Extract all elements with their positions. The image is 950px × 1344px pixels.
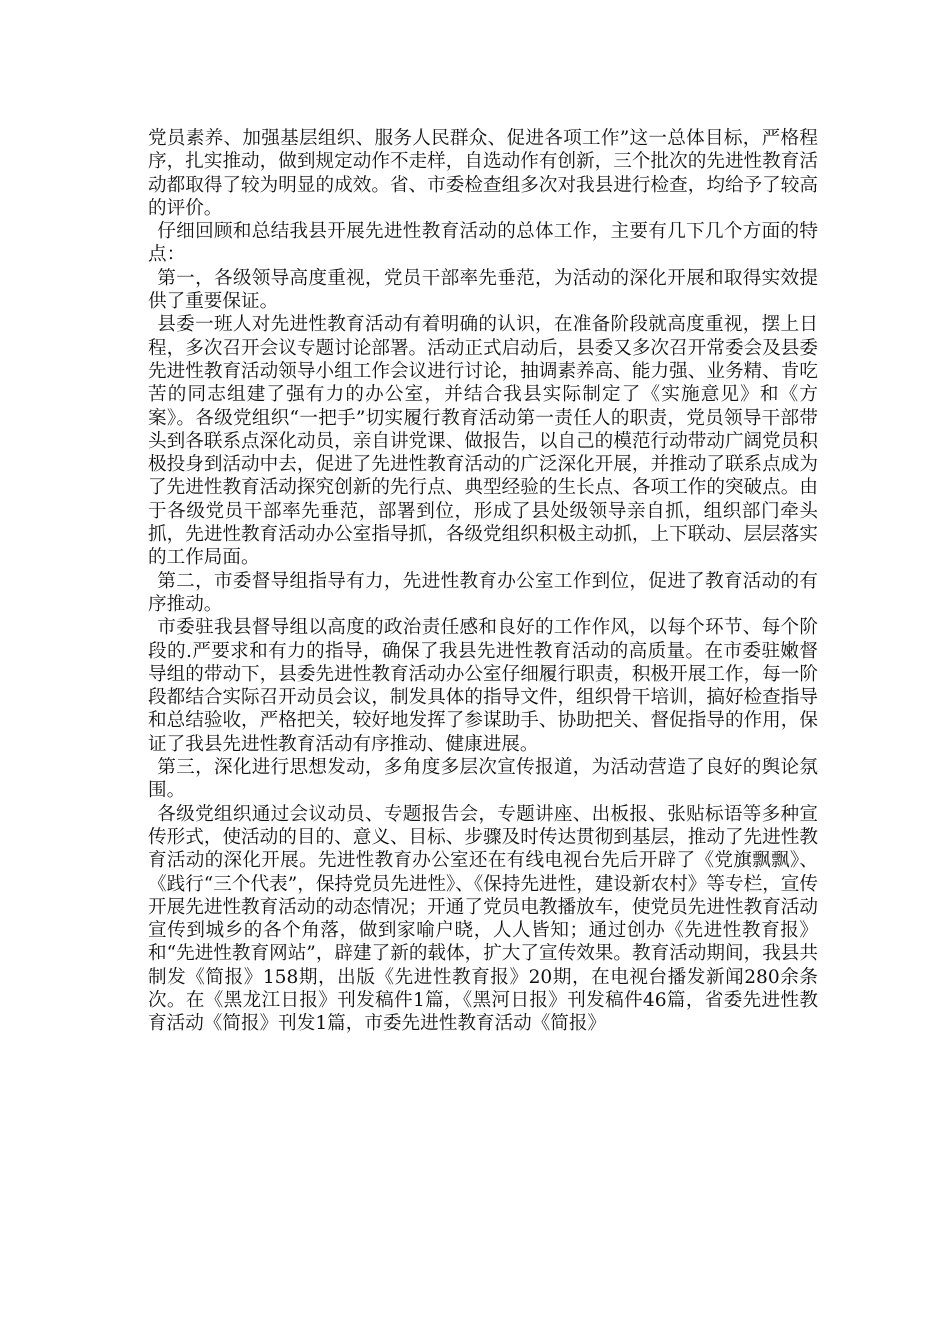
- paragraph-8: 各级党组织通过会议动员、专题报告会，专题讲座、出板报、张贴标语等多种宣传形式，使活动的目的、意义、目标、步骤及时传达贯彻到基层，推动了先进性教育活动的深化开展。先进性教育办公室还在有线电视台先后开辟了《党旗飘飘》、《践行“三个代表”，保持党员先进性》、《保持先进性，建设新农村》等专栏，宣传开展先进性教育活动的动态情况；开通了党员电教播放车，使党员先进性教育活动宣传到城乡的各个角落，做到家喻户晓，人人皆知；通过创办《先进性教育报》和“先进性教育网站”，辟建了新的载体，扩大了宣传效果。教育活动期间，我县共制发《简报》158期，出版《先进性教育报》20期，在电视台播发新闻280余条次。在《黑龙江日报》刊发稿件1篇，《黑河日报》刊发稿件46篇，省委先进性教育活动《简报》刊发1篇，市委先进性教育活动《简报》: [148, 803, 818, 1035]
- paragraph-1: 党员素养、加强基层组织、服务人民群众、促进各项工作”这一总体目标，严格程序，扎实推动，做到规定动作不走样，自选动作有创新，三个批次的先进性教育活动都取得了较为明显的成效。省、市委检查组多次对我县进行检查，均给予了较高的评价。: [148, 128, 818, 219]
- paragraph-7: 第三，深化进行思想发动，多角度多层次宣传报道，为活动营造了良好的舆论氛围。: [148, 757, 818, 802]
- paragraph-4: 县委一班人对先进性教育活动有着明确的认识，在准备阶段就高度重视，摆上日程，多次召开会议专题讨论部署。活动正式启动后，县委又多次召开常委会及县委先进性教育活动领导小组工作会议进行讨论，抽调素养高、能力强、业务精、肯吃苦的同志组建了强有力的办公室，并结合我县实际制定了《实施意见》和《方案》。各级党组织“一把手”切实履行教育活动第一责任人的职责，党员领导干部带头到各联系点深化动员，亲自讲党课、做报告，以自己的模范行动带动广阔党员积极投身到活动中去，促进了先进性教育活动的广泛深化开展，并推动了联系点成为了先进性教育活动探究创新的先行点、典型经验的生长点、各项工作的突破点。由于各级党员干部率先垂范，部署到位，形成了县处级领导亲自抓，组织部门牵头抓，先进性教育活动办公室指导抓，各级党组织积极主动抓，上下联动、层层落实的工作局面。: [148, 314, 818, 569]
- paragraph-3: 第一，各级领导高度重视，党员干部率先垂范，为活动的深化开展和取得实效提供了重要保证。: [148, 267, 818, 313]
- paragraph-6: 市委驻我县督导组以高度的政治责任感和良好的工作作风，以每个环节、每个阶段的.严要求和有力的指导，确保了我县先进性教育活动的高质量。在市委驻嫩督导组的带动下，县委先进性教育活动办公室仔细履行职责，积极开展工作，每一阶段都结合实际召开动员会议，制发具体的指导文件，组织骨干培训，搞好检查指导和总结验收，严格把关，较好地发挥了参谋助手、协助把关、督促指导的作用，保证了我县先进性教育活动有序推动、健康进展。: [148, 617, 818, 755]
- document-body: [148, 127, 818, 1036]
- paragraph-5: 第二，市委督导组指导有力，先进性教育办公室工作到位，促进了教育活动的有序推动。: [148, 570, 818, 615]
- paragraph-2: 仔细回顾和总结我县开展先进性教育活动的总体工作，主要有几下几个方面的特点：: [148, 221, 818, 266]
